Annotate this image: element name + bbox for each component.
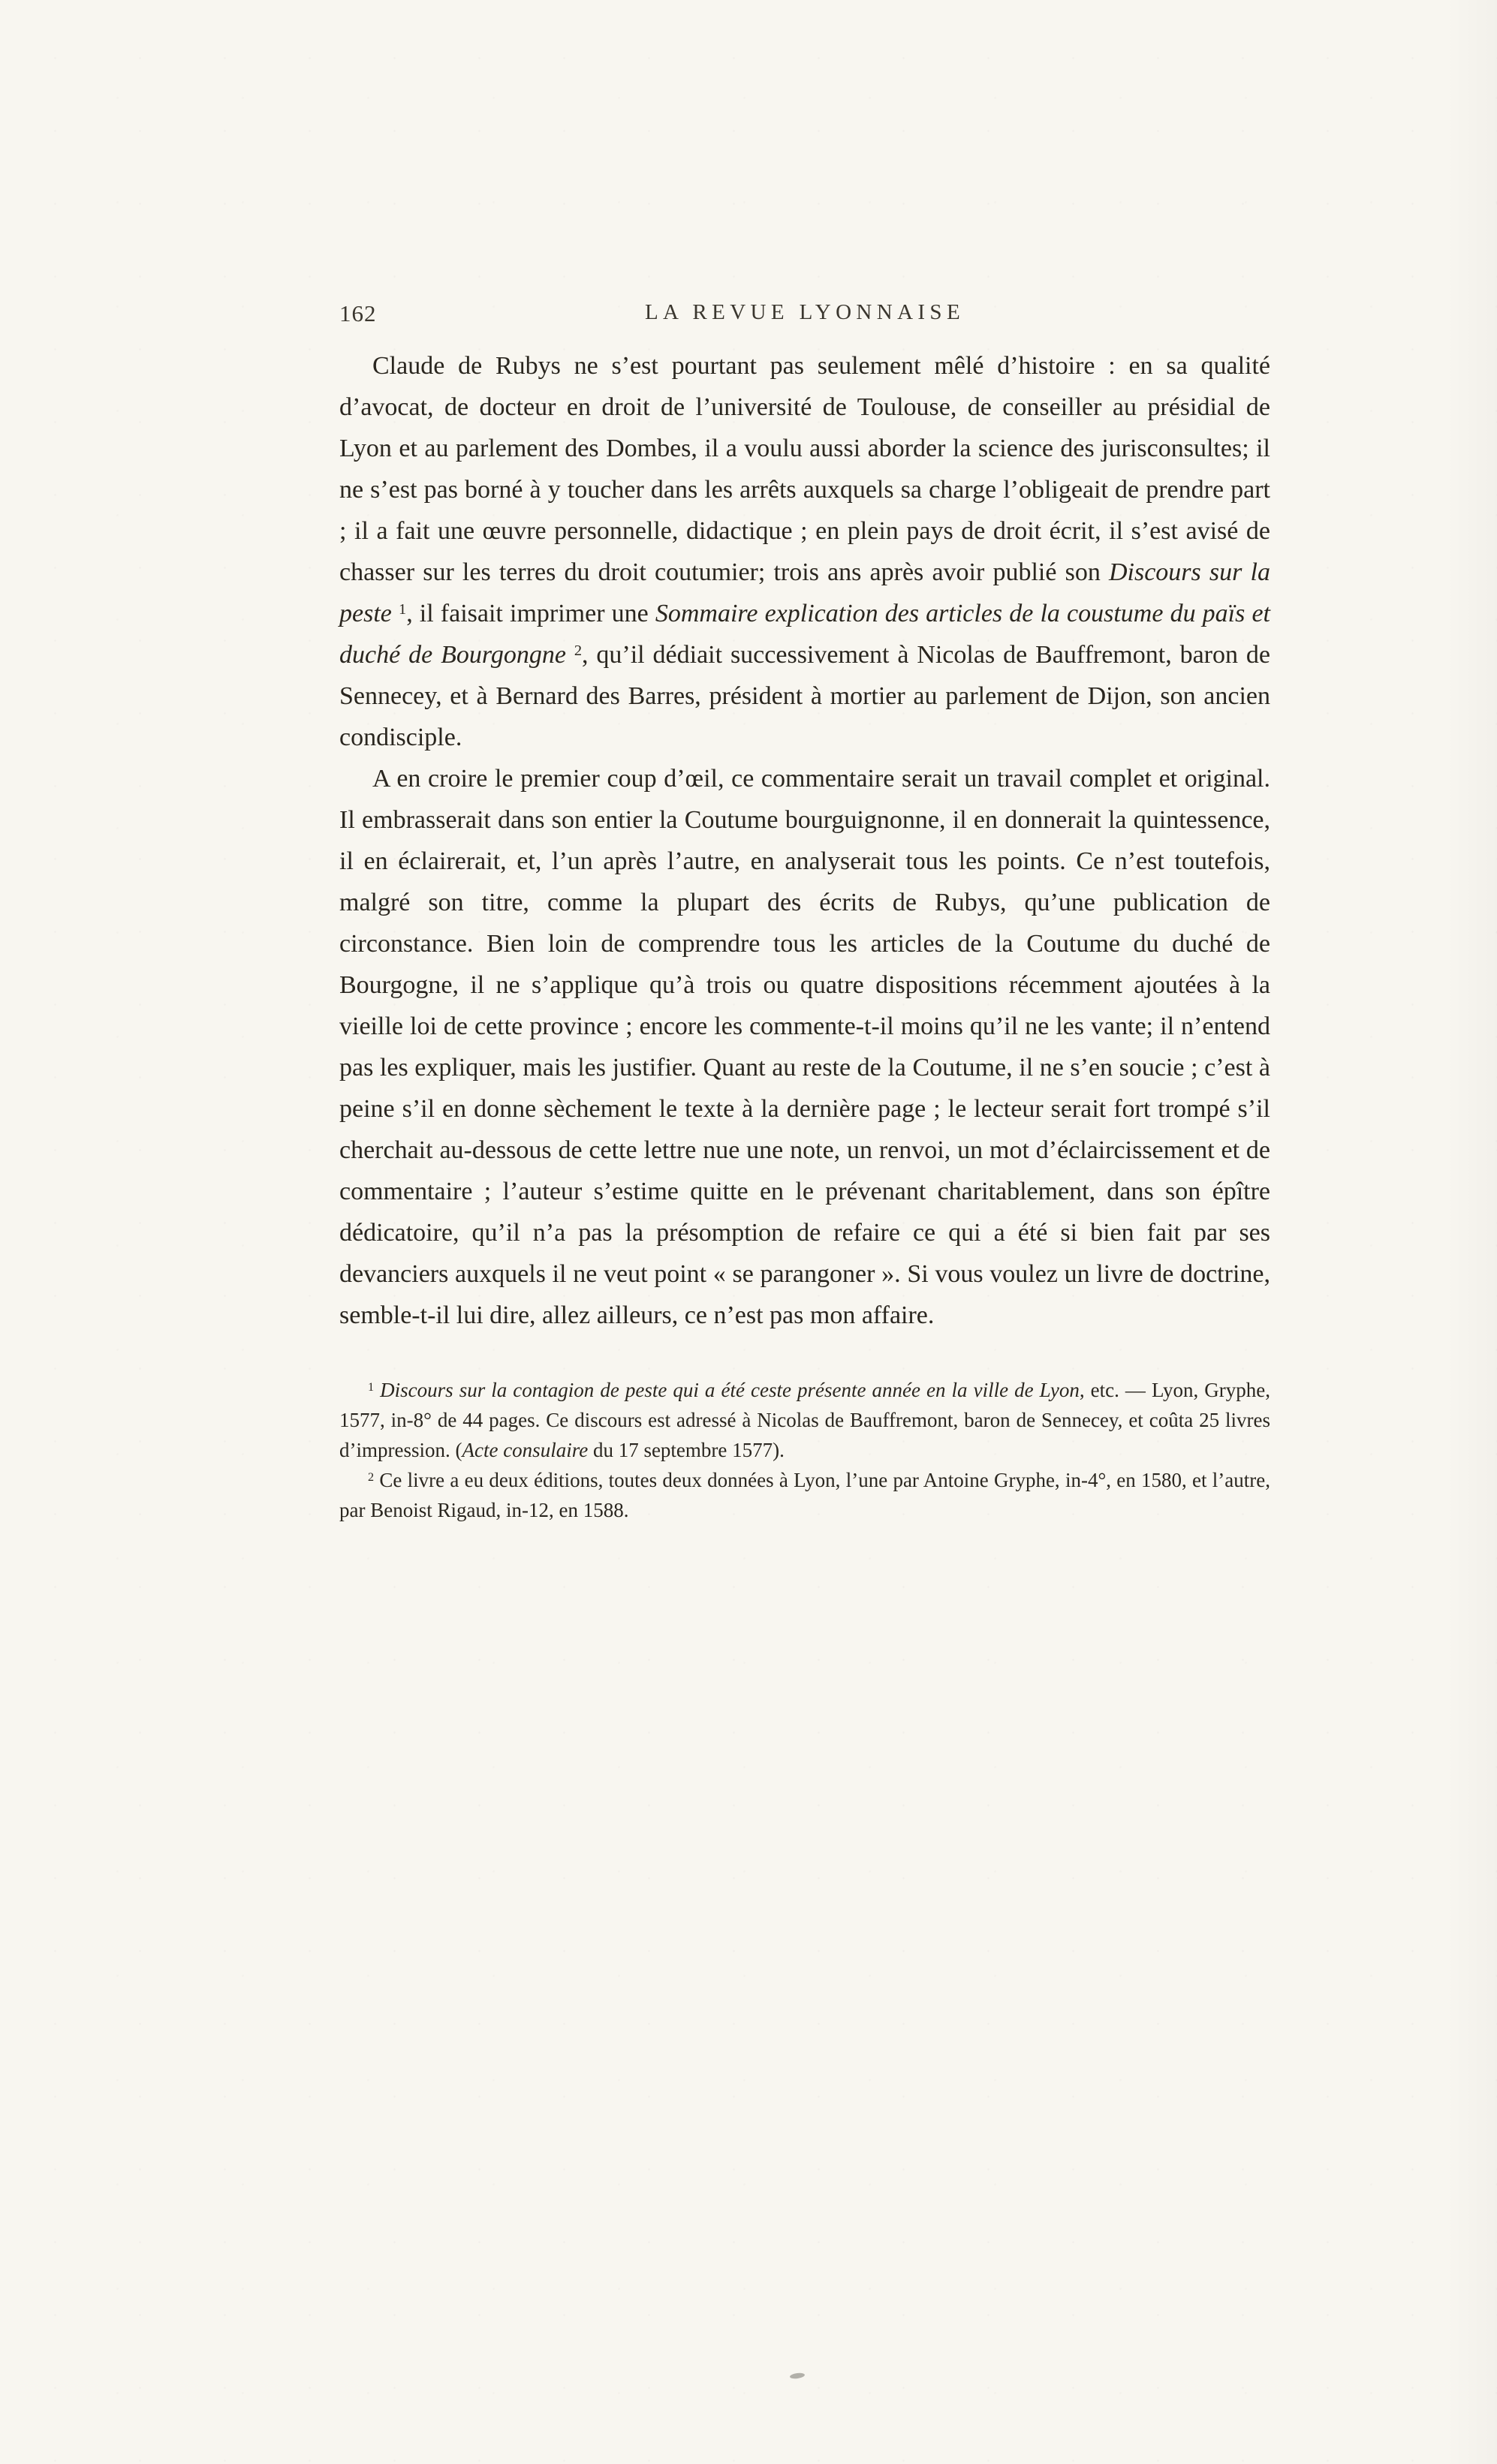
body-text (339, 345, 1270, 1336)
scan-artifact (790, 2372, 806, 2380)
footnote-2: $^2$ Ce livre a eu deux éditions, toutes deux données à Lyon, l’une par Antoine Gryphe, in-4°, en 1580, et l’autre, par Benoist Rigaud, in-12, en 1588. (339, 1469, 1270, 1521)
journal-title: LA REVUE LYONNAISE (644, 300, 965, 324)
footnotes (339, 1375, 1270, 1525)
page-number: 162 (339, 300, 377, 326)
paragraph-2: A en croire le premier coup d’œil, ce commentaire serait un travail complet et original. Il embrasserait dans son entier la Coutume bourguignonne, il en donnerait la quintessence, il en éclairerait, et, l’un après l’autre, en analyserait tous les points. Ce n’est toutefois, malgré son titre, comme la plupart des écrits de Rubys, qu’une publication de circonstance. Bien loin de comprendre tous les articles de la Coutume du duché de Bourgogne, il ne s’applique qu’à trois ou quatre dispositions récemment ajoutées à la vieille loi de cette province ; encore les commente-t-il moins qu’il ne les vante; il n’entend pas les expliquer, mais les justifier. Quant au reste de la Coutume, il ne s’en soucie ; c’est à peine s’il en donne sèchement le texte à la dernière page ; le lecteur serait fort trompé s’il cherchait au-dessous de cette lettre nue une note, un renvoi, un mot d’éclaircissement et de commentaire ; l’auteur s’estime quitte en le prévenant charitablement, dans son épître dédicatoire, qu’il n’a pas la présomption de refaire ce qui a été si bien fait par ses devanciers auxquels il ne veut point « se parangoner ». Si vous voulez un livre de doctrine, semble-t-il lui dire, allez ailleurs, ce n’est pas mon affaire. (339, 765, 1270, 1329)
footnote-1: $^1$ Discours sur la contagion de peste qui a été ceste présente année en la ville de Lyon, etc. — Lyon, Gryphe, 1577, in-8° de 44 pages. Ce discours est adressé à Nicolas de Bauffremont, baron de Sennecey, et coûta 25 livres d’impression. (Acte consulaire du 17 septembre 1577). (339, 1379, 1270, 1461)
page-header (339, 299, 1270, 333)
paragraph-1: Claude de Rubys ne s’est pourtant pas seulement mêlé d’histoire : en sa qualité d’avocat, de docteur en droit de l’université de Toulouse, de conseiller au présidial de Lyon et au parlement des Dombes, il a voulu aussi aborder la science des jurisconsultes; il ne s’est pas borné à y toucher dans les arrêts auxquels sa charge l’obligeait de prendre part ; il a fait une œuvre personnelle, didactique ; en plein pays de droit écrit, il s’est avisé de chasser sur les terres du droit coutumier; trois ans après avoir publié son Discours sur la peste $^1$, il faisait imprimer une Sommaire explication des articles de la coustume du païs et duché de Bourgongne $^2$, qu’il dédiait successivement à Nicolas de Bauffremont, baron de Sennecey, et à Bernard des Barres, président à mortier au parlement de Dijon, son ancien condisciple. (339, 352, 1271, 751)
text-block (339, 299, 1270, 1525)
